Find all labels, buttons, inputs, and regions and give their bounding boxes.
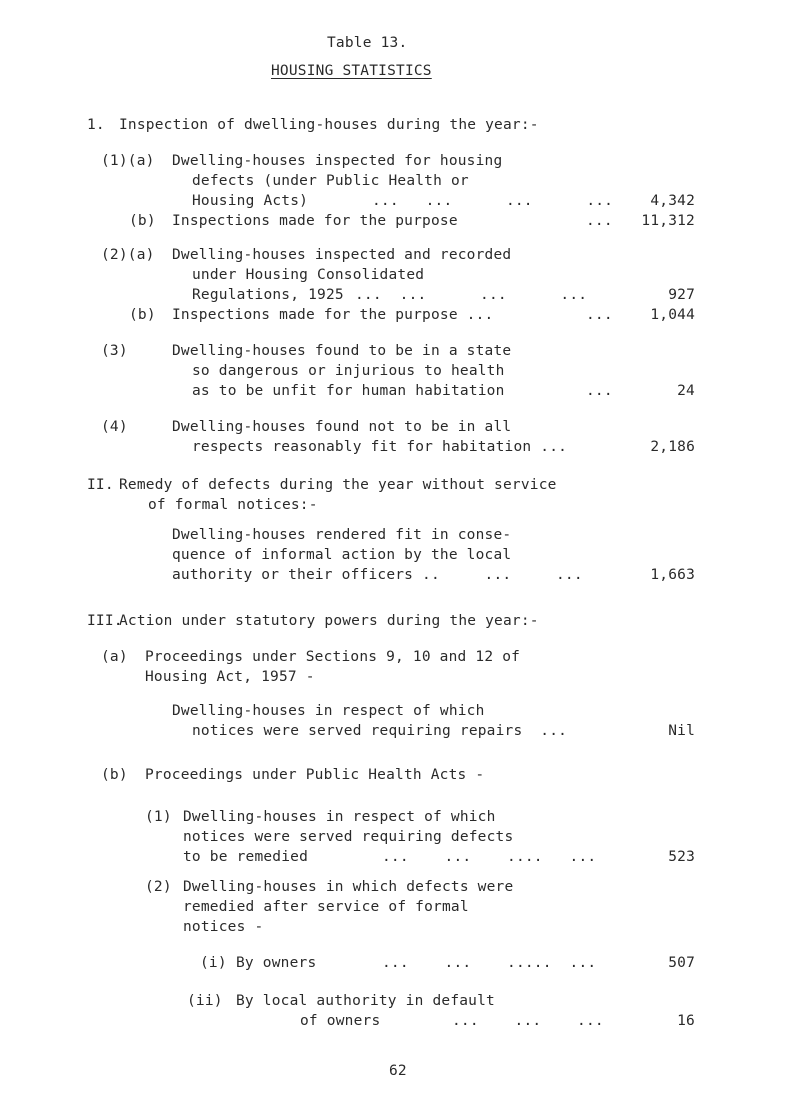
section-2-line-1: Remedy of defects during the year without service: [119, 477, 557, 493]
item-3a-sub-line-1: Dwelling-houses in respect of which: [172, 703, 485, 719]
item-3a-value: Nil: [668, 723, 695, 739]
section-2-item-value: 1,663: [650, 567, 695, 583]
item-3b2-line-1: Dwelling-houses in which defects were: [183, 879, 514, 895]
section-3-number: III.: [87, 613, 123, 629]
item-3-leader: ...: [586, 383, 613, 399]
item-3b2-i-value: 507: [668, 955, 695, 971]
item-1a-value: 4,342: [650, 193, 695, 209]
item-1b-leader: ...: [586, 213, 613, 229]
section-1-heading: Inspection of dwelling-houses during the year:-: [119, 117, 539, 133]
item-3b1-line-2: notices were served requiring defects: [183, 829, 514, 845]
item-2a-leader: ... ... ... ...: [355, 287, 588, 303]
item-3-line-3: as to be unfit for human habitation: [192, 383, 505, 399]
item-3-line-1: Dwelling-houses found to be in a state: [172, 343, 512, 359]
item-1b-label: (b): [129, 213, 156, 229]
table-label: Table 13.: [327, 35, 408, 51]
item-4-line-2: respects reasonably fit for habitation ...: [192, 439, 568, 455]
item-3b1-line-1: Dwelling-houses in respect of which: [183, 809, 496, 825]
item-1a-label: (1)(a): [101, 153, 155, 169]
item-3a-line-2: Housing Act, 1957 -: [145, 669, 315, 685]
item-2a-value: 927: [668, 287, 695, 303]
item-4-value: 2,186: [650, 439, 695, 455]
item-3b1-value: 523: [668, 849, 695, 865]
item-1a-line-2: defects (under Public Health or: [192, 173, 469, 189]
item-3b2-ii-value: 16: [677, 1013, 695, 1029]
item-3b2-ii-line-2: of owners: [300, 1013, 381, 1029]
item-3b-label: (b): [101, 767, 128, 783]
item-2a-label: (2)(a): [101, 247, 155, 263]
item-2b-leader: ...: [586, 307, 613, 323]
item-3a-label: (a): [101, 649, 128, 665]
section-2-item-line-1: Dwelling-houses rendered fit in conse-: [172, 527, 512, 543]
item-1a-leader: ... ... ... ...: [372, 193, 614, 209]
item-3b1-line-3: to be remedied: [183, 849, 309, 865]
item-4-line-1: Dwelling-houses found not to be in all: [172, 419, 512, 435]
item-3a-line-1: Proceedings under Sections 9, 10 and 12 of: [145, 649, 521, 665]
item-3b1-leader: ... ... .... ...: [382, 849, 597, 865]
section-3-heading: Action under statutory powers during the year:-: [119, 613, 539, 629]
item-3b2-line-3: notices -: [183, 919, 264, 935]
section-2-line-2: of formal notices:-: [148, 497, 318, 513]
section-2-number: II.: [87, 477, 114, 493]
item-2b-label: (b): [129, 307, 156, 323]
item-3-line-2: so dangerous or injurious to health: [192, 363, 505, 379]
item-2a-line-3: Regulations, 1925: [192, 287, 344, 303]
item-3-label: (3): [101, 343, 128, 359]
section-2-item-line-2: quence of informal action by the local: [172, 547, 512, 563]
item-1b-text: Inspections made for the purpose: [172, 213, 458, 229]
item-3b2-ii-leader: ... ... ...: [452, 1013, 604, 1029]
item-4-label: (4): [101, 419, 128, 435]
section-2-item-line-3: authority or their officers .. ... ...: [172, 567, 583, 583]
section-1-number: 1.: [87, 117, 105, 133]
item-3a-sub-line-2: notices were served requiring repairs ...: [192, 723, 568, 739]
item-2b-text: Inspections made for the purpose ...: [172, 307, 494, 323]
item-3b2-i-label: (i): [200, 955, 227, 971]
item-3b2-ii-line-1: By local authority in default: [236, 993, 495, 1009]
page-number: 62: [389, 1063, 407, 1079]
item-1b-value: 11,312: [641, 213, 695, 229]
page-title: HOUSING STATISTICS: [271, 63, 432, 79]
item-1a-line-1: Dwelling-houses inspected for housing: [172, 153, 503, 169]
item-3b2-line-2: remedied after service of formal: [183, 899, 469, 915]
item-1a-line-3: Housing Acts): [192, 193, 309, 209]
item-2a-line-2: under Housing Consolidated: [192, 267, 425, 283]
item-2b-value: 1,044: [650, 307, 695, 323]
item-2a-line-1: Dwelling-houses inspected and recorded: [172, 247, 512, 263]
item-3b2-i-leader: ... ... ..... ...: [382, 955, 597, 971]
item-3b2-ii-label: (ii): [187, 993, 223, 1009]
item-3b2-i-text: By owners: [236, 955, 317, 971]
item-3b-text: Proceedings under Public Health Acts -: [145, 767, 485, 783]
item-3b2-label: (2): [145, 879, 172, 895]
item-3-value: 24: [677, 383, 695, 399]
item-3b1-label: (1): [145, 809, 172, 825]
